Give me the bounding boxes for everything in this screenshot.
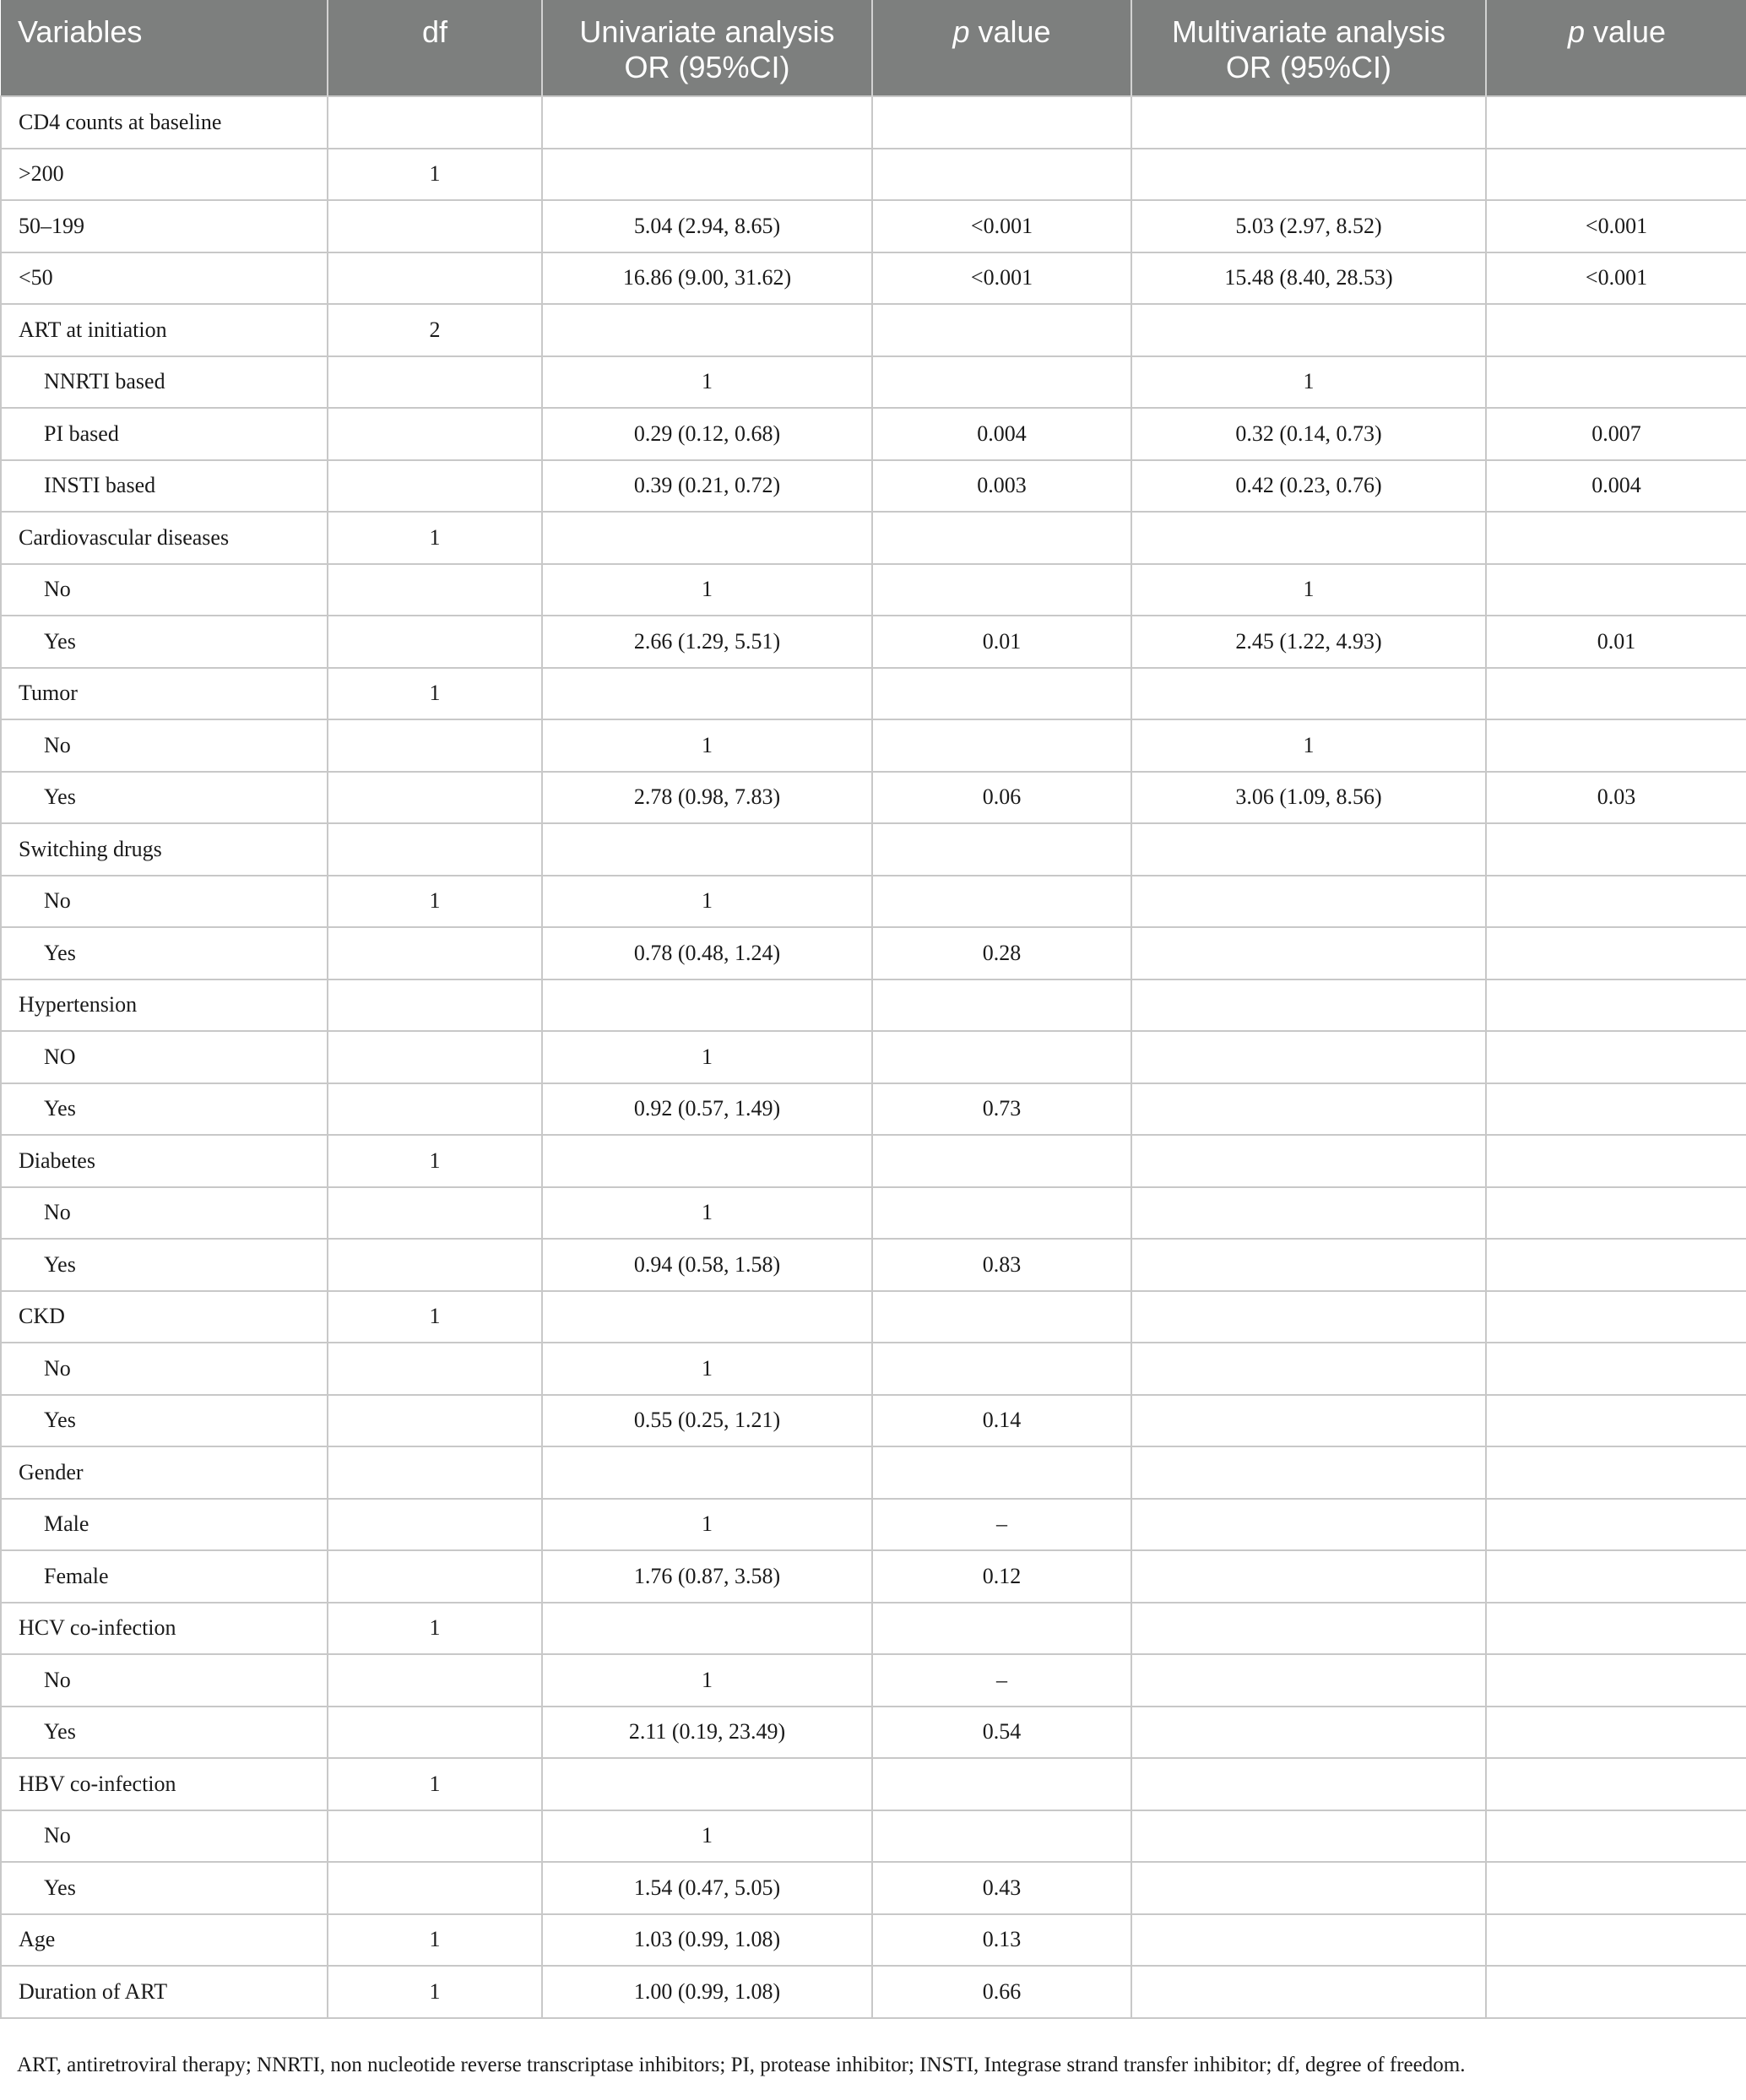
cell-multivariate-p bbox=[1486, 1862, 1746, 1914]
table-row bbox=[1, 252, 1746, 305]
cell-multivariate-or bbox=[1131, 1499, 1486, 1551]
cell-df bbox=[328, 719, 542, 772]
cell-variable: No bbox=[1, 1810, 328, 1863]
cell-univariate-p bbox=[872, 823, 1131, 876]
cell-variable: Yes bbox=[1, 927, 328, 979]
table-row bbox=[1, 876, 1746, 928]
table-row bbox=[1, 1395, 1746, 1447]
cell-univariate-p: 0.12 bbox=[872, 1550, 1131, 1603]
cell-df bbox=[328, 1395, 542, 1447]
cell-univariate-p bbox=[872, 1343, 1131, 1395]
table-row bbox=[1, 304, 1746, 356]
table-row bbox=[1, 1603, 1746, 1655]
cell-univariate-or: 1 bbox=[542, 1654, 872, 1707]
cell-df bbox=[328, 1810, 542, 1863]
cell-multivariate-p bbox=[1486, 927, 1746, 979]
cell-multivariate-p bbox=[1486, 304, 1746, 356]
cell-multivariate-p: 0.007 bbox=[1486, 408, 1746, 460]
cell-multivariate-p: 0.01 bbox=[1486, 616, 1746, 668]
table-row bbox=[1, 408, 1746, 460]
cell-multivariate-or: 0.42 (0.23, 0.76) bbox=[1131, 460, 1486, 513]
cell-multivariate-p bbox=[1486, 1187, 1746, 1240]
cell-univariate-or: 1 bbox=[542, 1031, 872, 1083]
cell-multivariate-p: 0.004 bbox=[1486, 460, 1746, 513]
cell-multivariate-p bbox=[1486, 876, 1746, 928]
cell-univariate-p bbox=[872, 96, 1131, 149]
cell-multivariate-p bbox=[1486, 149, 1746, 201]
table-row bbox=[1, 616, 1746, 668]
cell-variable: No bbox=[1, 1343, 328, 1395]
cell-multivariate-or bbox=[1131, 1343, 1486, 1395]
cell-multivariate-or bbox=[1131, 1395, 1486, 1447]
cell-univariate-p: 0.73 bbox=[872, 1083, 1131, 1136]
cell-multivariate-or bbox=[1131, 149, 1486, 201]
table-row bbox=[1, 1135, 1746, 1187]
cell-multivariate-p bbox=[1486, 1966, 1746, 2018]
table-row bbox=[1, 564, 1746, 616]
cell-multivariate-p bbox=[1486, 96, 1746, 149]
cell-df bbox=[328, 1499, 542, 1551]
cell-df bbox=[328, 564, 542, 616]
cell-multivariate-p bbox=[1486, 1654, 1746, 1707]
cell-variable: Hypertension bbox=[1, 979, 328, 1032]
cell-df bbox=[328, 1239, 542, 1291]
cell-df bbox=[328, 1083, 542, 1136]
cell-univariate-p: <0.001 bbox=[872, 200, 1131, 252]
cell-multivariate-p: <0.001 bbox=[1486, 252, 1746, 305]
cell-variable: Yes bbox=[1, 1395, 328, 1447]
cell-df: 1 bbox=[328, 149, 542, 201]
cell-univariate-or: 0.29 (0.12, 0.68) bbox=[542, 408, 872, 460]
table-body bbox=[1, 96, 1746, 2018]
cell-df: 2 bbox=[328, 304, 542, 356]
cell-univariate-or: 2.66 (1.29, 5.51) bbox=[542, 616, 872, 668]
table-header bbox=[1, 0, 1746, 96]
cell-multivariate-or: 1 bbox=[1131, 564, 1486, 616]
cell-multivariate-or: 1 bbox=[1131, 719, 1486, 772]
cell-univariate-or: 2.11 (0.19, 23.49) bbox=[542, 1707, 872, 1759]
table-row bbox=[1, 1446, 1746, 1499]
cell-variable: Cardiovascular diseases bbox=[1, 512, 328, 564]
cell-multivariate-or bbox=[1131, 823, 1486, 876]
cell-univariate-p bbox=[872, 1031, 1131, 1083]
header-df: df bbox=[328, 0, 542, 96]
cell-variable: No bbox=[1, 564, 328, 616]
cell-df bbox=[328, 1446, 542, 1499]
table-row bbox=[1, 1343, 1746, 1395]
cell-multivariate-p bbox=[1486, 979, 1746, 1032]
cell-variable: 50–199 bbox=[1, 200, 328, 252]
cell-df: 1 bbox=[328, 1966, 542, 2018]
cell-univariate-p bbox=[872, 356, 1131, 409]
cell-df: 1 bbox=[328, 1135, 542, 1187]
table-row bbox=[1, 200, 1746, 252]
cell-univariate-or: 0.55 (0.25, 1.21) bbox=[542, 1395, 872, 1447]
cell-variable: PI based bbox=[1, 408, 328, 460]
table-row bbox=[1, 772, 1746, 824]
cell-df bbox=[328, 408, 542, 460]
table-row bbox=[1, 1654, 1746, 1707]
table-row bbox=[1, 1083, 1746, 1136]
cell-variable: Duration of ART bbox=[1, 1966, 328, 2018]
cell-univariate-p: 0.54 bbox=[872, 1707, 1131, 1759]
cell-df bbox=[328, 96, 542, 149]
cell-multivariate-or: 3.06 (1.09, 8.56) bbox=[1131, 772, 1486, 824]
table-row bbox=[1, 1966, 1746, 2018]
cell-multivariate-or bbox=[1131, 96, 1486, 149]
table-row bbox=[1, 1810, 1746, 1863]
cell-univariate-or: 0.78 (0.48, 1.24) bbox=[542, 927, 872, 979]
cell-multivariate-or bbox=[1131, 1446, 1486, 1499]
cell-multivariate-p bbox=[1486, 564, 1746, 616]
cell-univariate-p: 0.83 bbox=[872, 1239, 1131, 1291]
cell-univariate-p: <0.001 bbox=[872, 252, 1131, 305]
cell-multivariate-or bbox=[1131, 1810, 1486, 1863]
table-row bbox=[1, 823, 1746, 876]
header-multivariate-or: Multivariate analysis OR (95%CI) bbox=[1131, 0, 1486, 96]
cell-multivariate-p bbox=[1486, 719, 1746, 772]
cell-df bbox=[328, 356, 542, 409]
cell-multivariate-or bbox=[1131, 668, 1486, 720]
cell-multivariate-or: 0.32 (0.14, 0.73) bbox=[1131, 408, 1486, 460]
cell-univariate-or bbox=[542, 96, 872, 149]
cell-variable: ART at initiation bbox=[1, 304, 328, 356]
cell-univariate-or bbox=[542, 512, 872, 564]
table-row bbox=[1, 149, 1746, 201]
cell-multivariate-or: 1 bbox=[1131, 356, 1486, 409]
cell-univariate-or: 0.92 (0.57, 1.49) bbox=[542, 1083, 872, 1136]
cell-variable: Yes bbox=[1, 616, 328, 668]
cell-df bbox=[328, 979, 542, 1032]
cell-multivariate-p bbox=[1486, 1707, 1746, 1759]
cell-df: 1 bbox=[328, 1914, 542, 1967]
table-row bbox=[1, 1550, 1746, 1603]
cell-univariate-or bbox=[542, 149, 872, 201]
cell-variable: No bbox=[1, 1654, 328, 1707]
cell-multivariate-p bbox=[1486, 1135, 1746, 1187]
cell-df bbox=[328, 1187, 542, 1240]
cell-multivariate-or bbox=[1131, 1603, 1486, 1655]
cell-univariate-p: – bbox=[872, 1654, 1131, 1707]
cell-univariate-p: 0.13 bbox=[872, 1914, 1131, 1967]
table-row bbox=[1, 356, 1746, 409]
cell-variable: Yes bbox=[1, 772, 328, 824]
table-row bbox=[1, 1291, 1746, 1343]
table-row bbox=[1, 512, 1746, 564]
cell-univariate-or: 2.78 (0.98, 7.83) bbox=[542, 772, 872, 824]
cell-multivariate-or: 2.45 (1.22, 4.93) bbox=[1131, 616, 1486, 668]
cell-multivariate-or bbox=[1131, 1707, 1486, 1759]
cell-univariate-p: 0.14 bbox=[872, 1395, 1131, 1447]
table-row bbox=[1, 1862, 1746, 1914]
cell-multivariate-or: 15.48 (8.40, 28.53) bbox=[1131, 252, 1486, 305]
cell-univariate-p: – bbox=[872, 1499, 1131, 1551]
cell-multivariate-p bbox=[1486, 1603, 1746, 1655]
cell-univariate-or: 1 bbox=[542, 1187, 872, 1240]
cell-univariate-p bbox=[872, 304, 1131, 356]
cell-variable: Gender bbox=[1, 1446, 328, 1499]
cell-univariate-p bbox=[872, 1446, 1131, 1499]
cell-multivariate-p bbox=[1486, 1291, 1746, 1343]
cell-variable: HBV co-infection bbox=[1, 1758, 328, 1810]
cell-multivariate-p bbox=[1486, 1395, 1746, 1447]
cell-univariate-or: 1.00 (0.99, 1.08) bbox=[542, 1966, 872, 2018]
cell-multivariate-p bbox=[1486, 512, 1746, 564]
table-row bbox=[1, 927, 1746, 979]
cell-univariate-p: 0.01 bbox=[872, 616, 1131, 668]
cell-multivariate-p bbox=[1486, 1083, 1746, 1136]
cell-univariate-or bbox=[542, 979, 872, 1032]
cell-variable: CKD bbox=[1, 1291, 328, 1343]
cell-df bbox=[328, 1550, 542, 1603]
header-variables: Variables bbox=[1, 0, 328, 96]
table-row bbox=[1, 1187, 1746, 1240]
cell-univariate-or: 0.39 (0.21, 0.72) bbox=[542, 460, 872, 513]
cell-variable: NNRTI based bbox=[1, 356, 328, 409]
cell-variable: Male bbox=[1, 1499, 328, 1551]
table-row bbox=[1, 1031, 1746, 1083]
cell-multivariate-p: 0.03 bbox=[1486, 772, 1746, 824]
table-row bbox=[1, 96, 1746, 149]
cell-multivariate-p bbox=[1486, 1550, 1746, 1603]
cell-univariate-p bbox=[872, 668, 1131, 720]
cell-univariate-or: 16.86 (9.00, 31.62) bbox=[542, 252, 872, 305]
cell-multivariate-p bbox=[1486, 1343, 1746, 1395]
header-row bbox=[1, 0, 1746, 96]
cell-df bbox=[328, 1343, 542, 1395]
cell-univariate-p bbox=[872, 1758, 1131, 1810]
cell-univariate-p bbox=[872, 876, 1131, 928]
cell-variable: Yes bbox=[1, 1707, 328, 1759]
cell-multivariate-or bbox=[1131, 1862, 1486, 1914]
table-row bbox=[1, 1914, 1746, 1967]
table-row bbox=[1, 1707, 1746, 1759]
cell-univariate-or: 1.03 (0.99, 1.08) bbox=[542, 1914, 872, 1967]
cell-univariate-p bbox=[872, 512, 1131, 564]
cell-df: 1 bbox=[328, 1603, 542, 1655]
cell-variable: HCV co-infection bbox=[1, 1603, 328, 1655]
cell-df: 1 bbox=[328, 512, 542, 564]
table-row bbox=[1, 979, 1746, 1032]
cell-univariate-or: 1 bbox=[542, 1810, 872, 1863]
cell-univariate-or bbox=[542, 1135, 872, 1187]
cell-variable: Yes bbox=[1, 1239, 328, 1291]
cell-variable: Age bbox=[1, 1914, 328, 1967]
cell-univariate-p: 0.004 bbox=[872, 408, 1131, 460]
cell-df bbox=[328, 616, 542, 668]
cell-variable: No bbox=[1, 719, 328, 772]
cell-multivariate-or bbox=[1131, 1550, 1486, 1603]
cell-variable: >200 bbox=[1, 149, 328, 201]
cell-variable: Diabetes bbox=[1, 1135, 328, 1187]
cell-multivariate-or bbox=[1131, 1187, 1486, 1240]
cell-univariate-p bbox=[872, 149, 1131, 201]
cell-variable: <50 bbox=[1, 252, 328, 305]
cell-df bbox=[328, 1654, 542, 1707]
cell-univariate-or: 1 bbox=[542, 876, 872, 928]
cell-univariate-or bbox=[542, 1603, 872, 1655]
table-row bbox=[1, 668, 1746, 720]
cell-multivariate-or bbox=[1131, 304, 1486, 356]
cell-univariate-p bbox=[872, 564, 1131, 616]
cell-multivariate-or bbox=[1131, 1031, 1486, 1083]
cell-variable: Tumor bbox=[1, 668, 328, 720]
cell-df bbox=[328, 927, 542, 979]
cell-variable: No bbox=[1, 876, 328, 928]
cell-univariate-p bbox=[872, 1187, 1131, 1240]
cell-multivariate-or bbox=[1131, 1239, 1486, 1291]
cell-df bbox=[328, 1707, 542, 1759]
cell-df: 1 bbox=[328, 1758, 542, 1810]
cell-univariate-or: 1.54 (0.47, 5.05) bbox=[542, 1862, 872, 1914]
cell-multivariate-p bbox=[1486, 1758, 1746, 1810]
header-multivariate-p: p value bbox=[1486, 0, 1746, 96]
cell-multivariate-or bbox=[1131, 927, 1486, 979]
cell-univariate-p bbox=[872, 1291, 1131, 1343]
cell-multivariate-or bbox=[1131, 979, 1486, 1032]
cell-univariate-or: 1 bbox=[542, 356, 872, 409]
table-row bbox=[1, 460, 1746, 513]
cell-multivariate-p bbox=[1486, 1810, 1746, 1863]
cell-variable: INSTI based bbox=[1, 460, 328, 513]
table-row bbox=[1, 1499, 1746, 1551]
cell-variable: CD4 counts at baseline bbox=[1, 96, 328, 149]
cell-variable: Switching drugs bbox=[1, 823, 328, 876]
cell-univariate-or: 5.04 (2.94, 8.65) bbox=[542, 200, 872, 252]
cell-variable: Yes bbox=[1, 1862, 328, 1914]
cell-df bbox=[328, 200, 542, 252]
cell-multivariate-p bbox=[1486, 1031, 1746, 1083]
cell-multivariate-or bbox=[1131, 512, 1486, 564]
cell-univariate-p: 0.66 bbox=[872, 1966, 1131, 2018]
cell-univariate-p bbox=[872, 979, 1131, 1032]
cell-univariate-p bbox=[872, 1810, 1131, 1863]
cell-multivariate-or bbox=[1131, 1654, 1486, 1707]
header-univariate-p: p value bbox=[872, 0, 1131, 96]
cell-univariate-or: 1.76 (0.87, 3.58) bbox=[542, 1550, 872, 1603]
cell-univariate-or bbox=[542, 1758, 872, 1810]
cell-univariate-p: 0.43 bbox=[872, 1862, 1131, 1914]
cell-univariate-or bbox=[542, 823, 872, 876]
cell-multivariate-p bbox=[1486, 823, 1746, 876]
cell-df: 1 bbox=[328, 668, 542, 720]
cell-df bbox=[328, 772, 542, 824]
cell-univariate-p bbox=[872, 1603, 1131, 1655]
table-row bbox=[1, 719, 1746, 772]
cell-multivariate-or bbox=[1131, 1135, 1486, 1187]
header-univariate-or: Univariate analysis OR (95%CI) bbox=[542, 0, 872, 96]
cell-df bbox=[328, 252, 542, 305]
cell-univariate-or: 1 bbox=[542, 1343, 872, 1395]
cell-multivariate-p bbox=[1486, 1499, 1746, 1551]
cell-df: 1 bbox=[328, 1291, 542, 1343]
cell-df bbox=[328, 1862, 542, 1914]
cell-multivariate-or bbox=[1131, 876, 1486, 928]
cell-univariate-or bbox=[542, 304, 872, 356]
table-footnote: ART, antiretroviral therapy; NNRTI, non nucleotide reverse transcriptase inhibitors; PI, protease inhibitor; INSTI, Integrase strand transfer inhibitor; df, degree of freedom. bbox=[17, 2054, 1466, 2076]
cell-multivariate-or bbox=[1131, 1083, 1486, 1136]
table-row bbox=[1, 1239, 1746, 1291]
cell-univariate-p bbox=[872, 719, 1131, 772]
cell-variable: No bbox=[1, 1187, 328, 1240]
cell-multivariate-or: 5.03 (2.97, 8.52) bbox=[1131, 200, 1486, 252]
cell-df: 1 bbox=[328, 876, 542, 928]
cell-univariate-or: 1 bbox=[542, 1499, 872, 1551]
cell-multivariate-or bbox=[1131, 1758, 1486, 1810]
cell-df bbox=[328, 1031, 542, 1083]
cell-univariate-or: 1 bbox=[542, 719, 872, 772]
cell-multivariate-p bbox=[1486, 668, 1746, 720]
cell-variable: Female bbox=[1, 1550, 328, 1603]
cell-univariate-or bbox=[542, 1291, 872, 1343]
cell-multivariate-or bbox=[1131, 1966, 1486, 2018]
cell-univariate-p bbox=[872, 1135, 1131, 1187]
cell-univariate-or: 0.94 (0.58, 1.58) bbox=[542, 1239, 872, 1291]
cell-multivariate-p bbox=[1486, 1914, 1746, 1967]
cell-univariate-p: 0.28 bbox=[872, 927, 1131, 979]
cell-multivariate-p bbox=[1486, 356, 1746, 409]
cell-multivariate-or bbox=[1131, 1291, 1486, 1343]
cell-univariate-or bbox=[542, 1446, 872, 1499]
cell-multivariate-or bbox=[1131, 1914, 1486, 1967]
cell-univariate-or bbox=[542, 668, 872, 720]
cell-multivariate-p bbox=[1486, 1239, 1746, 1291]
cell-multivariate-p bbox=[1486, 1446, 1746, 1499]
cell-variable: Yes bbox=[1, 1083, 328, 1136]
cell-variable: NO bbox=[1, 1031, 328, 1083]
cell-univariate-p: 0.003 bbox=[872, 460, 1131, 513]
cell-multivariate-p: <0.001 bbox=[1486, 200, 1746, 252]
cell-univariate-or: 1 bbox=[542, 564, 872, 616]
cell-df bbox=[328, 823, 542, 876]
table-row bbox=[1, 1758, 1746, 1810]
cell-df bbox=[328, 460, 542, 513]
cell-univariate-p: 0.06 bbox=[872, 772, 1131, 824]
